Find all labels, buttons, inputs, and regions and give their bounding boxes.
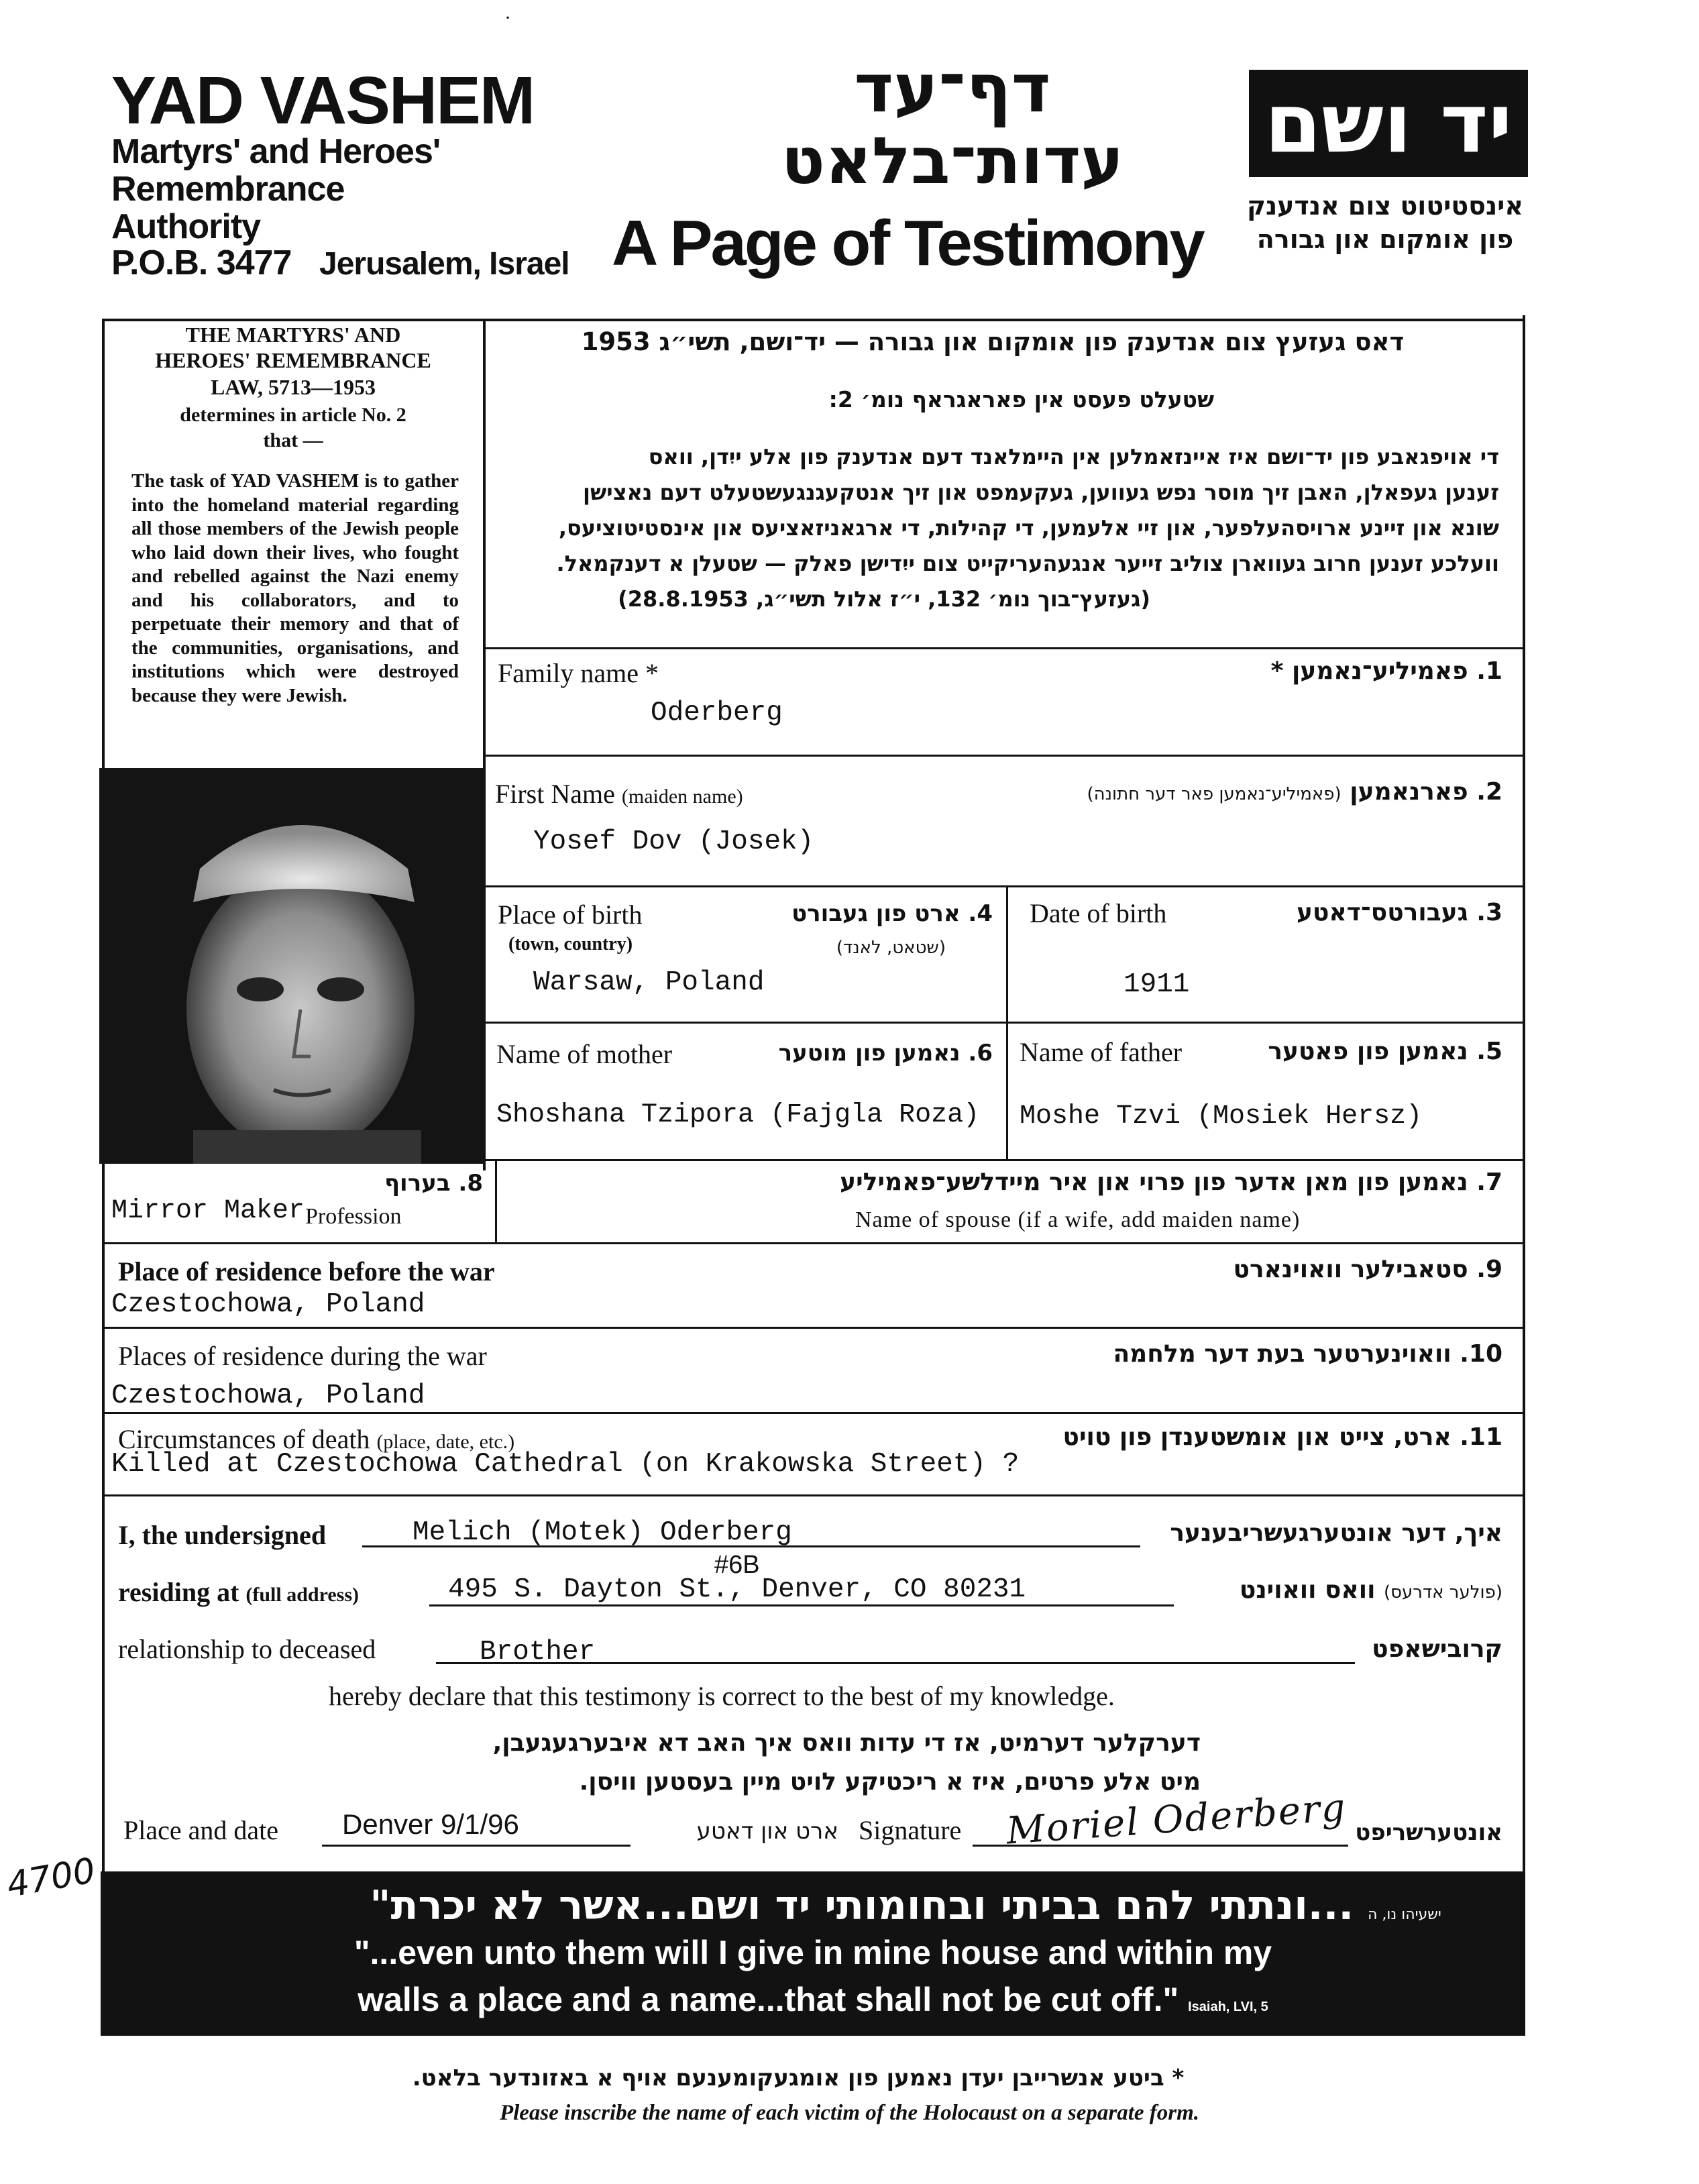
banner-english-2	[101, 1980, 1525, 2019]
residing-label	[118, 1576, 359, 1608]
law-l1: THE MARTYRS' AND	[185, 323, 401, 347]
profession-heb: 8. בערוף	[384, 1170, 483, 1197]
place-birth-heb: 4. ארט פון געבורט	[791, 900, 993, 927]
signature-heb: אונטערשריפט	[1355, 1819, 1502, 1846]
place-birth-value[interactable]: Warsaw, Poland	[533, 967, 765, 998]
res-during-label: Places of residence during the war	[118, 1341, 487, 1371]
place-date-label: Place and date	[123, 1815, 278, 1845]
res-before-value[interactable]: Czestochowa, Poland	[111, 1289, 425, 1320]
rule-1	[483, 647, 1525, 649]
frame-top	[102, 319, 1525, 321]
relationship-value[interactable]: Brother	[480, 1637, 596, 1668]
first-name-label	[495, 778, 743, 810]
place-date-heb: ארט און דאטע	[696, 1818, 838, 1845]
scan-speck: ·	[504, 7, 511, 29]
heb-law-title: דאס געזעץ צום אנדענק פון אומקום און גבורה — יד־ושם, תשי״ג 1953	[581, 327, 1405, 356]
residing-value[interactable]: 495 S. Dayton St., Denver, CO 80231	[448, 1574, 1026, 1605]
heb-law-p2: זענען געפאלן, האבן זיך מוסר נפש געווען, געקעמפט און זיך אנטקעגנגעשטעלט דעם נאצישן	[583, 480, 1499, 505]
place-birth-label: Place of birth	[498, 899, 643, 930]
banner-english-ref: Isaiah, LVI, 5	[1188, 2000, 1268, 2014]
frame-right	[1523, 315, 1525, 2036]
hebrew-title-1: דף־עד	[854, 49, 1051, 127]
declare-heb	[402, 1724, 1201, 1802]
death-sub: (place, date, etc.)	[376, 1431, 515, 1453]
declare-text: hereby declare that this testimony is correct to the best of my knowledge.	[329, 1681, 1115, 1711]
declare-heb-2: מיט אלע פרטים, איז א ריכטיקע לויט מיין בעסטען וויסן.	[579, 1768, 1201, 1796]
date-birth-value[interactable]: 1911	[1123, 969, 1190, 1000]
first-name-heb-sub: (פאמיליע־נאמען פאר דער חתונה)	[1087, 784, 1341, 804]
victim-photo	[99, 768, 485, 1164]
banner-hebrew-text: ...ונתתי להם בביתי ובחומותי יד ושם...אשר לא יכרת"	[370, 1882, 1354, 1929]
rule-6	[102, 1242, 1525, 1244]
first-name-value[interactable]: Yosef Dov (Josek)	[533, 826, 814, 857]
rule-9	[102, 1494, 1525, 1496]
res-before-label: Place of residence before the war	[118, 1256, 495, 1287]
heb-law-p1: די אויפגאבע פון יד־ושם איז איינזאמלען אין היימלאנד דעם אנדענק פון אלע ייִדן, וואס	[648, 444, 1499, 470]
rule-prof-divider	[495, 1160, 497, 1242]
signature-value[interactable]: Moriel Oderberg	[1005, 1786, 1348, 1853]
father-value[interactable]: Moshe Tzvi (Mosiek Hersz)	[1020, 1101, 1423, 1132]
relationship-label: relationship to deceased	[118, 1634, 376, 1664]
residing-heb-sub: (פולער אדרעס)	[1384, 1582, 1502, 1602]
rule-8	[102, 1412, 1525, 1414]
residing-label-text: residing at	[118, 1577, 239, 1607]
banner-english-1: "...even unto them will I give in mine house and within my	[353, 1934, 1272, 1971]
org-name: YAD VASHEM	[111, 63, 535, 138]
banner-hebrew	[302, 1882, 1509, 1929]
profession-label: Profession	[305, 1204, 402, 1229]
heb-law-body	[500, 439, 1499, 617]
residing-heb	[1181, 1576, 1502, 1604]
first-name-label-text: First Name	[495, 779, 615, 809]
heb-law-p3: שונא און זיינע ארויסהעלפער, און זיי אלעמען, די קהילות, די ארגאניזאציעס און אינסטיטוציעס,	[558, 515, 1499, 541]
relationship-heb: קרובישאפט	[1372, 1635, 1502, 1663]
frame-left	[102, 319, 105, 2036]
date-birth-heb: 3. געבורטס־דאטע	[1297, 899, 1502, 926]
banner-english-2-text: walls a place and a name...that shall not be cut off."	[358, 1981, 1179, 2018]
rule-7	[102, 1327, 1525, 1329]
undersigned-heb: איך, דער אונטערגעשריבענער	[1170, 1519, 1502, 1547]
margin-note: 4700	[3, 1850, 99, 1906]
law-body: The task of YAD VASHEM is to gather into the homeland material regarding all those members of the Jewish people who laid down their lives, who fought and rebelled against the Nazi enemy and his collaborators, and to perpetuate their memory and that of the communities, organisations, and institutions which were destroyed because they were Jewish.	[131, 470, 459, 706]
first-name-sub: (maiden name)	[621, 785, 743, 808]
signature-label: Signature	[859, 1815, 962, 1845]
org-sub1: Martyrs' and Heroes'	[111, 132, 441, 171]
date-birth-label: Date of birth	[1030, 898, 1167, 928]
family-name-heb: 1. פאמיליע־נאמען *	[1270, 657, 1502, 685]
institute-line-2: פון אומקום און גבורה	[1256, 225, 1514, 254]
banner-hebrew-ref: ישעיהו נו, ה	[1368, 1906, 1441, 1923]
place-date-line	[322, 1845, 631, 1847]
profession-value[interactable]: Mirror Maker	[111, 1196, 305, 1226]
law-l3: LAW, 5713—1953	[211, 375, 376, 399]
res-during-heb: 10. וואוינערטער בעת דער מלחמה	[1113, 1340, 1502, 1368]
spouse-label: Name of spouse (if a wife, add maiden name)	[855, 1207, 1301, 1232]
residing-sub: (full address)	[245, 1584, 360, 1606]
death-label-text: Circumstances of death	[118, 1424, 370, 1454]
hebrew-title-2: עדות־בלאט	[781, 123, 1124, 199]
heb-law-p5: (געזעץ־בוך נומ׳ 132, י״ז אלול תשי״ג, 28.8.1953)	[618, 586, 1150, 612]
mother-label: Name of mother	[496, 1039, 673, 1069]
law-l4: determines in article No. 2	[180, 404, 406, 426]
rule-4	[483, 1022, 1525, 1024]
rule-3	[483, 885, 1525, 887]
heb-law-sub: שטעלט פעסט אין פאראגראף נומ׳ 2:	[828, 386, 1214, 413]
undersigned-value[interactable]: Melich (Motek) Oderberg	[413, 1517, 792, 1548]
page-title: A Page of Testimony	[612, 207, 1203, 279]
first-name-heb	[1006, 778, 1502, 806]
family-name-label: Family name *	[498, 658, 659, 688]
first-name-heb-text: 2. פארנאמען	[1350, 778, 1502, 806]
footer-hebrew: * ביטע אנשרייבן יעדן נאמען פון אומגעקומענעם אויף א באזונדער בלאט.	[412, 2065, 1185, 2091]
footer-english: Please inscribe the name of each victim of the Holocaust on a separate form.	[499, 2101, 1200, 2125]
place-birth-sub: (town, country)	[508, 934, 633, 954]
law-l5: that —	[263, 429, 323, 451]
org-subtitle	[111, 133, 440, 245]
res-before-heb: 9. סטאבילער וואוינארט	[1233, 1256, 1502, 1283]
declare-heb-1: דערקלער דערמיט, אז די עדות וואס איך האב דא איבערגעגעבן,	[492, 1729, 1201, 1757]
spouse-heb: 7. נאמען פון מאן אדער פון פרוי און איר מיידלשע־פאמיליע	[840, 1168, 1502, 1196]
quote-banner	[101, 1871, 1525, 2036]
death-value[interactable]: Killed at Czestochowa Cathedral (on Krakowska Street) ?	[111, 1449, 1020, 1480]
portrait-image	[99, 768, 485, 1164]
law-box	[109, 322, 478, 453]
rule-mid	[1006, 887, 1008, 1160]
org-pob: P.O.B. 3477	[111, 243, 292, 282]
heb-law-p4: וועלכע זענען חרוב געווארן צוליב זייער אנגעהעריקייט צום ייִדישן פאלק — שטעלן א דענקמאל.	[556, 551, 1499, 576]
org-sub2: Remembrance	[111, 170, 345, 209]
place-date-value[interactable]: Denver 9/1/96	[342, 1808, 519, 1840]
res-during-value[interactable]: Czestochowa, Poland	[111, 1380, 425, 1411]
place-birth-heb-sub: (שטאט, לאנד)	[836, 938, 946, 958]
residing-heb-text: וואס וואוינט	[1239, 1576, 1376, 1604]
death-heb: 11. ארט, צייט און אומשטענדן פון טויט	[1062, 1423, 1502, 1451]
residing-apt: #6B	[714, 1551, 760, 1579]
yad-vashem-logo	[1249, 70, 1528, 177]
father-heb: 5. נאמען פון פאטער	[1268, 1038, 1502, 1065]
rule-2	[483, 755, 1525, 757]
institute-line-1: אינסטיטוט צום אנדענק	[1246, 191, 1524, 221]
mother-value[interactable]: Shoshana Tzipora (Fajgla Roza)	[496, 1100, 980, 1130]
undersigned-label: I, the undersigned	[118, 1520, 327, 1550]
org-sub3: Authority	[111, 207, 261, 246]
org-city: Jerusalem, Israel	[319, 246, 569, 282]
mother-heb: 6. נאמען פון מוטער	[778, 1040, 993, 1067]
family-name-value[interactable]: Oderberg	[651, 698, 783, 728]
institute-name	[1234, 189, 1536, 256]
logo-text: יד ושם	[1264, 76, 1513, 171]
law-l2: HEROES' REMEMBRANCE	[155, 348, 431, 372]
father-label: Name of father	[1020, 1037, 1183, 1067]
